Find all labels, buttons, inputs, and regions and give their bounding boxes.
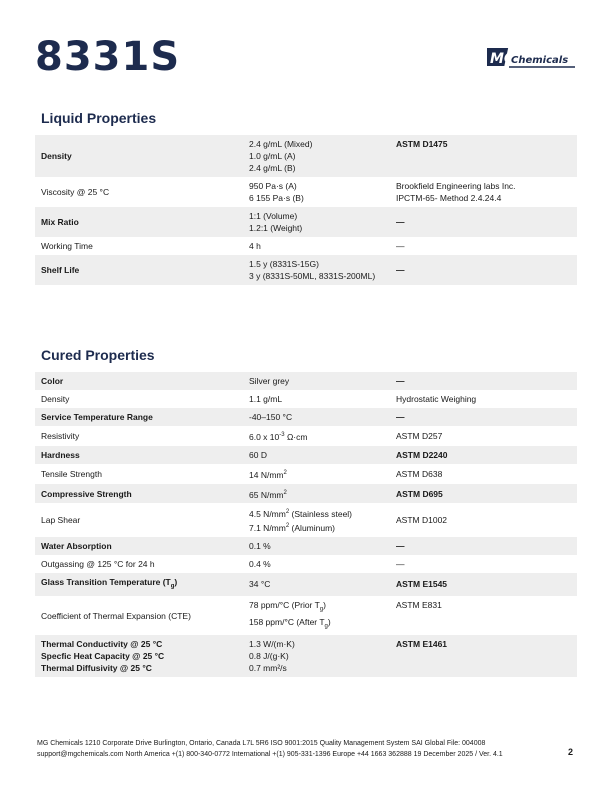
property-name: Shelf Life: [35, 255, 243, 285]
property-row: [35, 135, 577, 177]
property-name: Compressive Strength: [35, 484, 243, 504]
property-value: Silver grey: [243, 372, 390, 390]
property-value: 1:1 (Volume) 1.2:1 (Weight): [243, 207, 390, 237]
property-method: —: [390, 408, 577, 426]
svg-text:MG: MG: [490, 51, 516, 67]
property-name: Viscosity @ 25 °C: [41, 187, 110, 197]
cured-properties-heading: Cured Properties: [41, 347, 155, 363]
property-method: ASTM D695: [390, 484, 577, 504]
mg-chemicals-logo: [487, 44, 577, 72]
property-row: [35, 573, 577, 596]
property-row: [35, 372, 577, 390]
property-name: Service Temperature Range: [35, 408, 243, 426]
property-value: 78 ppm/°C (Prior $T_g$) 158 ppm/°C (After $T_g$): [249, 599, 331, 630]
property-name: Lap Shear: [41, 515, 81, 526]
property-method: —: [390, 372, 577, 390]
property-method: —: [390, 255, 577, 285]
footer-address: MG Chemicals 1210 Corporate Drive Burlington, Ontario, Canada L7L 5R6 ISO 9001:2015 Quality Management System SAI Global File: 004008: [37, 740, 486, 747]
property-method: ASTM D257: [396, 430, 443, 441]
footer: [37, 738, 503, 760]
cured-properties-table: [35, 372, 577, 677]
property-row: [35, 446, 577, 464]
property-row: [35, 503, 577, 537]
property-name: Glass Transition Temperature $(T_g)$: [35, 573, 243, 596]
property-method: ASTM D1002: [396, 515, 448, 526]
property-value: 1.1 g/mL: [249, 394, 283, 404]
property-name: Mix Ratio: [35, 207, 243, 237]
property-row: [35, 537, 577, 555]
property-value: 950 Pa·s (A) 6 155 Pa·s (B): [249, 181, 304, 203]
property-value: 1.5 y (8331S-15G) 3 y (8331S-50ML, 8331S-200ML): [243, 255, 390, 285]
property-method: ASTM D638: [396, 468, 443, 479]
property-row: [35, 596, 577, 635]
property-row: [35, 408, 577, 426]
property-value: 6.0 x $10^{-3}$ Ω·cm: [249, 431, 308, 442]
property-name: Thermal Conductivity @ 25 °C Specfic Heat Capacity @ 25 °C Thermal Diffusivity @ 25 °C: [35, 635, 243, 677]
property-name: Water Absorption: [35, 537, 243, 555]
property-name: Resistivity: [41, 430, 80, 441]
property-value: 14 $N/mm^2$: [249, 469, 287, 480]
property-name: Color: [35, 372, 243, 390]
property-name: Coefficient of Thermal Expansion (CTE): [41, 610, 191, 621]
property-value: 65 $N/mm^2$: [243, 484, 390, 504]
property-row: [35, 177, 577, 207]
property-method: ASTM E1461: [390, 635, 577, 677]
property-method: ASTM E1545: [390, 573, 577, 596]
property-method: —: [396, 559, 405, 570]
product-title: 8331S: [35, 34, 181, 80]
property-name: Outgassing @ 125 °C for 24 h: [41, 559, 155, 570]
liquid-properties-table: [35, 135, 577, 285]
property-method: —: [390, 537, 577, 555]
property-name: Hardness: [35, 446, 243, 464]
property-name: Working Time: [41, 241, 93, 251]
property-method: —: [390, 207, 577, 237]
property-name: Density: [35, 135, 243, 177]
property-row: [35, 484, 577, 504]
property-row: [35, 390, 577, 408]
property-value: 60 D: [243, 446, 390, 464]
property-value: -40–150 °C: [243, 408, 390, 426]
property-method: Brookfield Engineering labs Inc. IPCTM-65- Method 2.4.24.4: [396, 181, 516, 203]
property-row: [35, 255, 577, 285]
property-row: [35, 426, 577, 446]
footer-contact: support@mgchemicals.com North America +(1) 800-340-0772 International +(1) 905-331-1396 Europe +44 1663 362888 19 December 2025 / Ver. 4.1: [37, 751, 503, 758]
property-value: 4.5 $N/mm^2$ (Stainless steel) 7.1 $N/mm^2$ (Aluminum): [249, 509, 353, 534]
property-row: [35, 207, 577, 237]
property-value: 4 h: [249, 241, 261, 251]
property-name: Density: [41, 394, 70, 404]
page-number: 2: [568, 747, 574, 757]
property-row: [35, 237, 577, 255]
liquid-properties-heading: Liquid Properties: [41, 110, 157, 126]
property-method: Hydrostatic Weighing: [396, 394, 477, 404]
property-name: Tensile Strength: [41, 468, 102, 479]
property-value: 1.3 W/(m·K) 0.8 J/(g·K) 0.7 mm²/s: [243, 635, 390, 677]
property-value: 2.4 g/mL (Mixed) 1.0 g/mL (A) 2.4 g/mL (B): [243, 135, 390, 177]
property-row: [35, 635, 577, 677]
property-row: [35, 464, 577, 484]
property-method: ASTM E831: [396, 599, 442, 610]
property-value: 0.1 %: [243, 537, 390, 555]
property-method: ASTM D1475: [390, 135, 577, 177]
property-value: 34 °C: [243, 573, 390, 596]
property-value: 0.4 %: [249, 559, 271, 570]
property-method: ASTM D2240: [390, 446, 577, 464]
property-row: [35, 555, 577, 573]
svg-text:Chemicals: Chemicals: [511, 55, 569, 66]
property-method: —: [396, 241, 405, 251]
